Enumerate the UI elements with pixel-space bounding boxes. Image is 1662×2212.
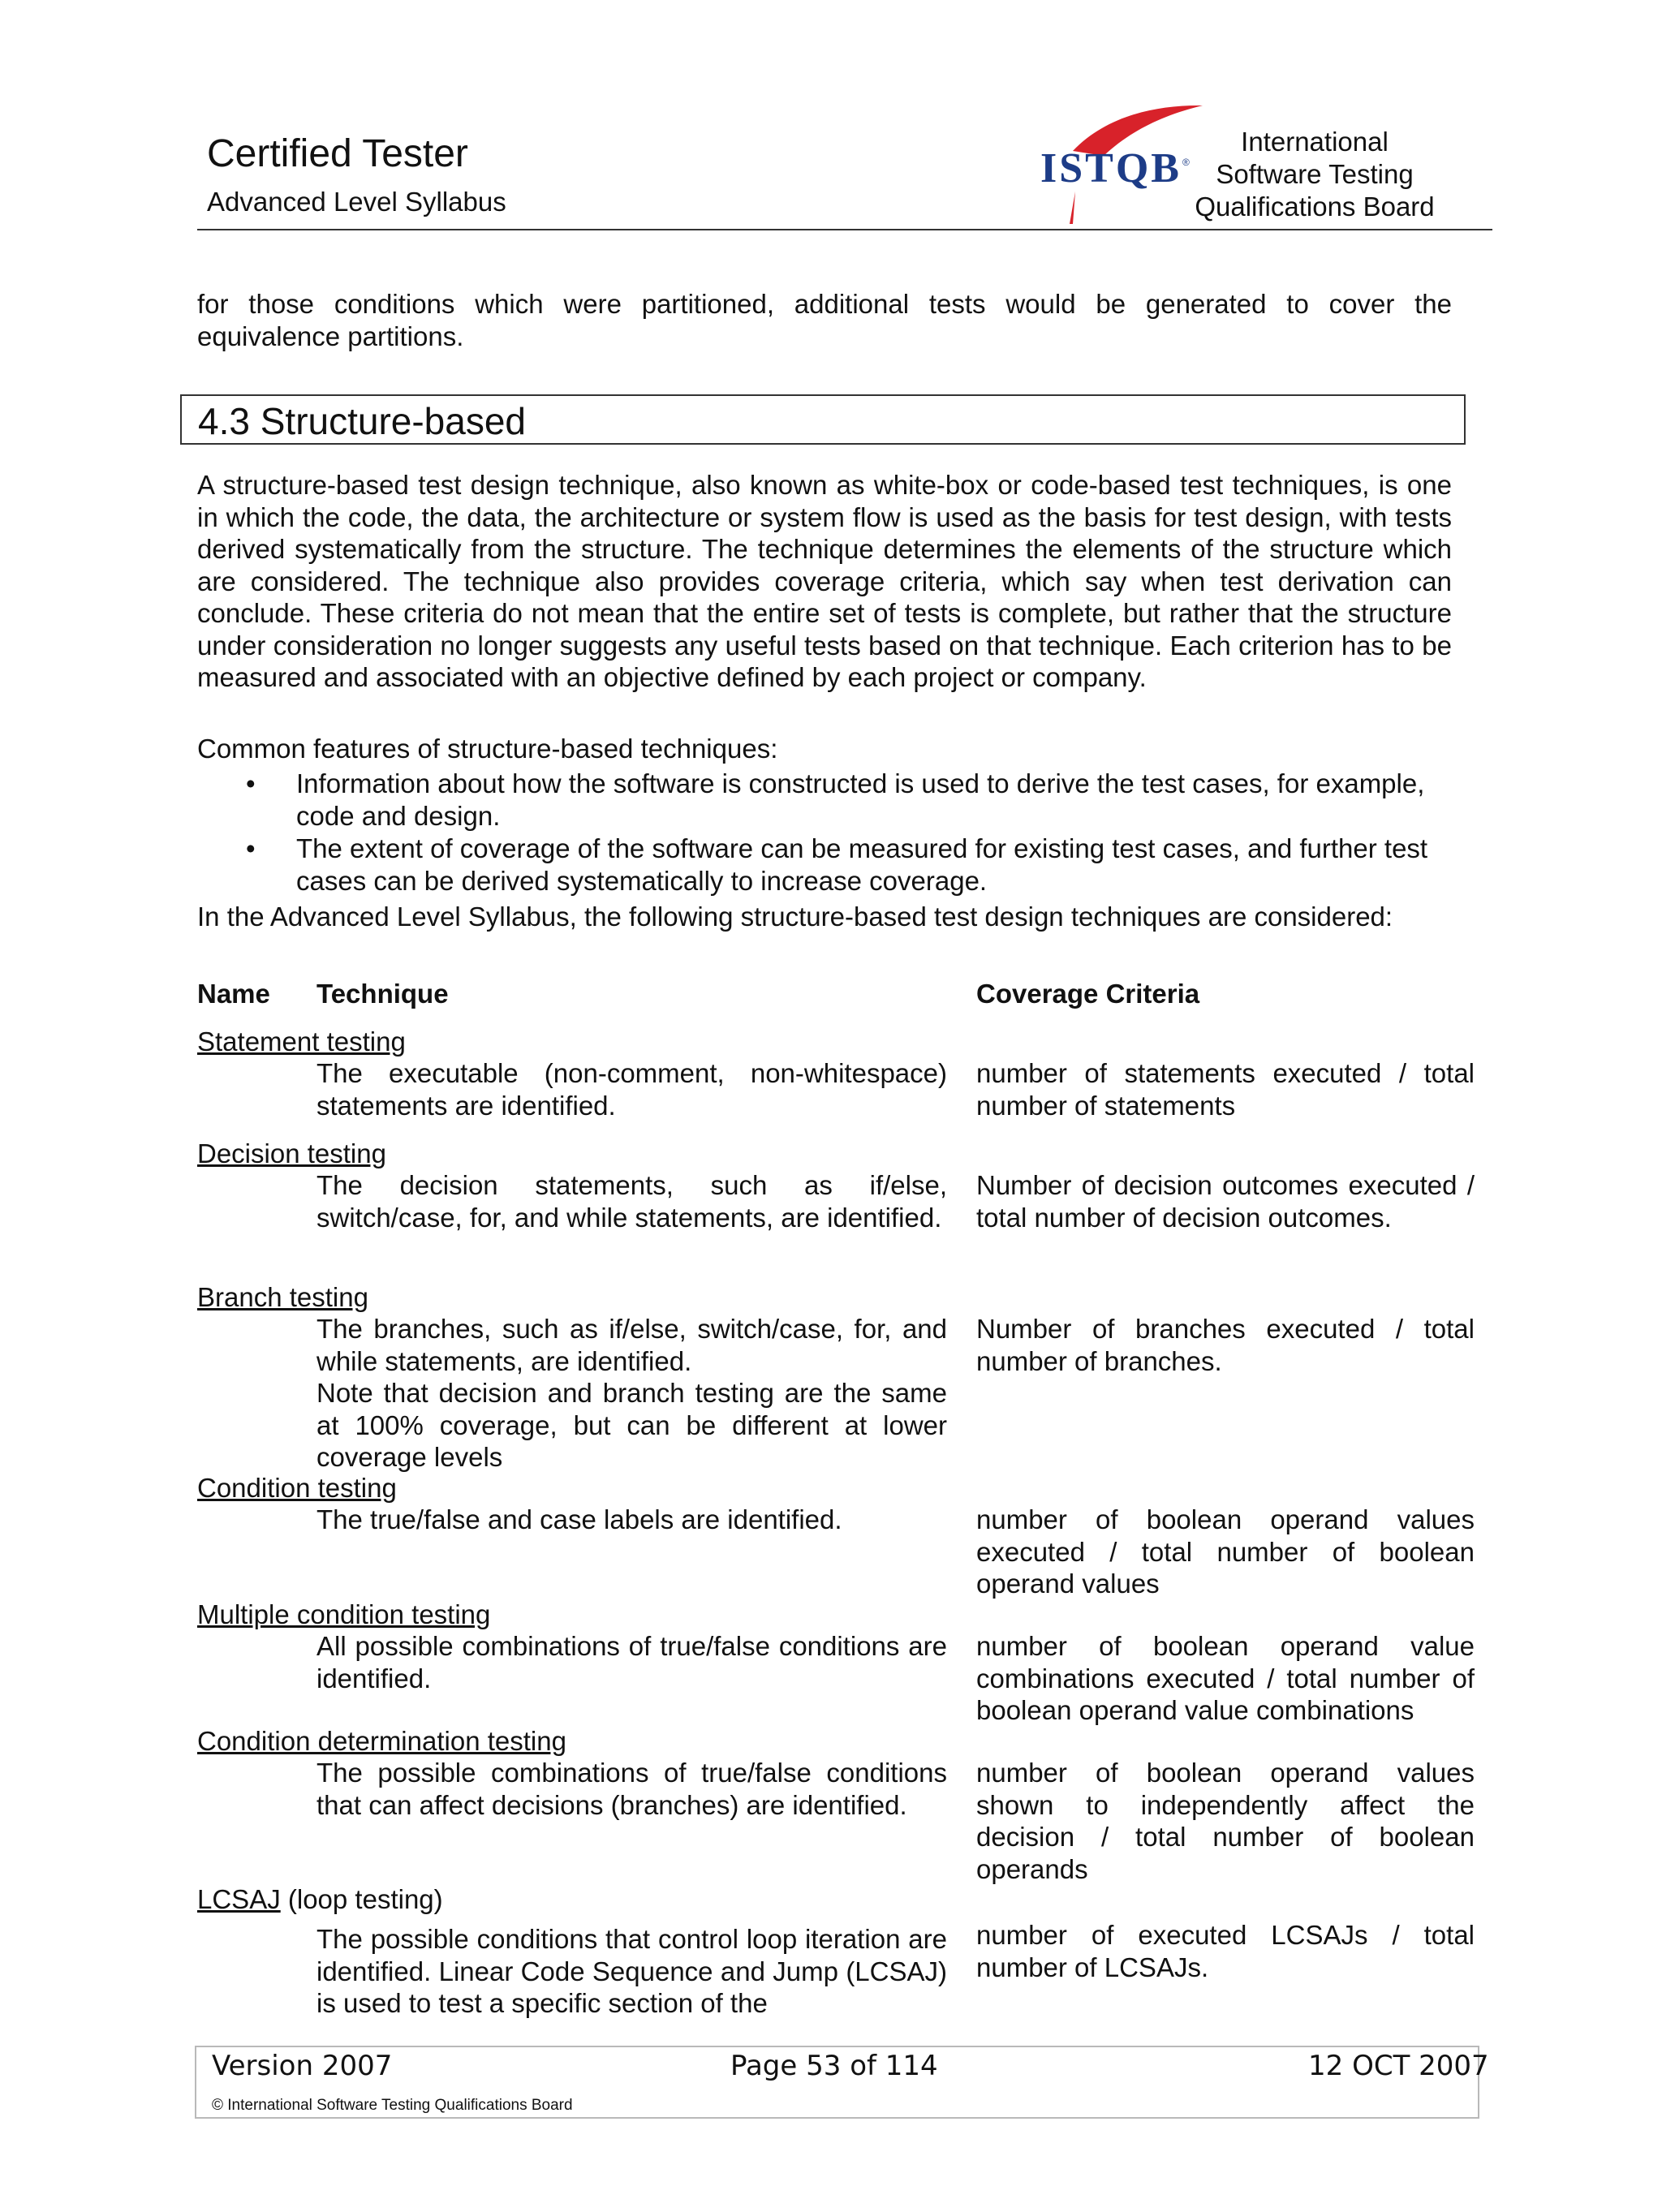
istqb-logo: [1040, 101, 1211, 230]
technique-name-branch: Branch testing: [197, 1282, 368, 1312]
footer-date: 12 OCT 2007: [1308, 2050, 1489, 2082]
techniques-intro: In the Advanced Level Syllabus, the following structure-based test design techniques are considered:: [197, 902, 1393, 932]
istqb-logo-swoosh-icon: [1040, 101, 1211, 230]
list-item: [197, 768, 1452, 832]
technique-name-statement: Statement testing: [197, 1026, 406, 1057]
list-item-text: Information about how the software is constructed is used to derive the test cases, for example, code and design.: [296, 768, 1425, 831]
column-header-name: Name: [197, 979, 270, 1009]
technique-description: The possible conditions that control loop iteration are identified. Linear Code Sequence and Jump (LCSAJ) is used to test a specific section of the: [316, 1924, 947, 2018]
technique-name-condition: Condition testing: [197, 1473, 397, 1503]
coverage-criteria: number of boolean operand value combinations executed / total number of boolean operand value combinations: [976, 1631, 1475, 1725]
technique-description: The true/false and case labels are identified.: [316, 1504, 842, 1534]
board-line-1: International: [1241, 127, 1389, 157]
paragraph-text: A structure-based test design technique, also known as white-box or code-based test techniques, is one in which the code, the data, the architecture or system flow is used as the basis for test design, with tests derived systematically from the structure. The technique determines the elements of the structure which are considered. The technique also provides coverage criteria, which say when test derivation can conclude. These criteria do not mean that the entire set of tests is complete, but rather that the structure under consideration no longer suggests any useful tests based on that technique. Each criterion has to be measured and associated with an objective defined by each project or company.: [197, 470, 1452, 692]
board-line-3: Qualifications Board: [1195, 192, 1435, 222]
list-item: [197, 833, 1452, 897]
logo-registered-mark: ®: [1182, 157, 1190, 168]
structure-based-paragraph: [197, 469, 1452, 694]
header-rule: [197, 229, 1492, 230]
technique-description: The possible combinations of true/false conditions that can affect decisions (branches) are identified.: [316, 1758, 947, 1820]
technique-name-lcsaj: LCSAJ (loop testing): [197, 1884, 443, 1914]
intro-line-1: for those conditions which were partitioned, additional tests would be generated to cover the: [197, 289, 1452, 319]
technique-name-condition-determination: Condition determination testing: [197, 1726, 566, 1756]
technique-name-multiple-condition: Multiple condition testing: [197, 1599, 491, 1629]
footer-page-number: Page 53 of 114: [730, 2050, 938, 2082]
features-list: [197, 768, 1452, 897]
intro-line-2: equivalence partitions.: [197, 321, 464, 351]
technique-note: Note that decision and branch testing are the same at 100% coverage, but can be different at lower coverage levels: [316, 1378, 947, 1472]
logo-wordmark: ISTQB: [1040, 145, 1182, 192]
section-heading-box: [180, 394, 1466, 445]
bullet-icon: •: [246, 833, 256, 863]
column-header-technique: Technique: [316, 979, 449, 1009]
technique-description: The executable (non-comment, non-whitespace) statements are identified.: [316, 1058, 947, 1121]
technique-description-text: The branches, such as if/else, switch/case, for, and while statements, are identified.: [316, 1314, 947, 1376]
list-item-text: The extent of coverage of the software can be measured for existing test cases, and further test cases can be derived systematically to increase coverage.: [296, 833, 1428, 896]
coverage-criteria: number of boolean operand values shown to independently affect the decision / total number of boolean operands: [976, 1758, 1475, 1884]
section-heading: 4.3 Structure-based: [198, 400, 527, 442]
coverage-criteria: number of boolean operand values executed / total number of boolean operand values: [976, 1504, 1475, 1599]
footer-version: Version 2007: [212, 2050, 393, 2082]
technique-name-decision: Decision testing: [197, 1138, 386, 1168]
features-intro: Common features of structure-based techniques:: [197, 734, 778, 764]
coverage-criteria: Number of branches executed / total number of branches.: [976, 1314, 1475, 1376]
intro-paragraph: [197, 288, 1452, 352]
column-header-coverage: Coverage Criteria: [976, 979, 1200, 1009]
coverage-criteria: number of executed LCSAJs / total number of LCSAJs.: [976, 1920, 1475, 1982]
coverage-criteria: Number of decision outcomes executed / total number of decision outcomes.: [976, 1170, 1475, 1233]
document-subtitle: Advanced Level Syllabus: [207, 187, 506, 217]
bullet-icon: •: [246, 768, 256, 798]
document-title: Certified Tester: [207, 132, 468, 175]
board-name: [1193, 126, 1436, 223]
coverage-criteria: number of statements executed / total number of statements: [976, 1058, 1475, 1121]
footer-copyright: © International Software Testing Qualifications Board: [212, 2097, 573, 2114]
technique-description: The decision statements, such as if/else, switch/case, for, and while statements, are identified.: [316, 1170, 947, 1233]
technique-description: All possible combinations of true/false conditions are identified.: [316, 1631, 947, 1693]
board-line-2: Software Testing: [1216, 159, 1414, 189]
technique-description: [316, 1313, 947, 1474]
